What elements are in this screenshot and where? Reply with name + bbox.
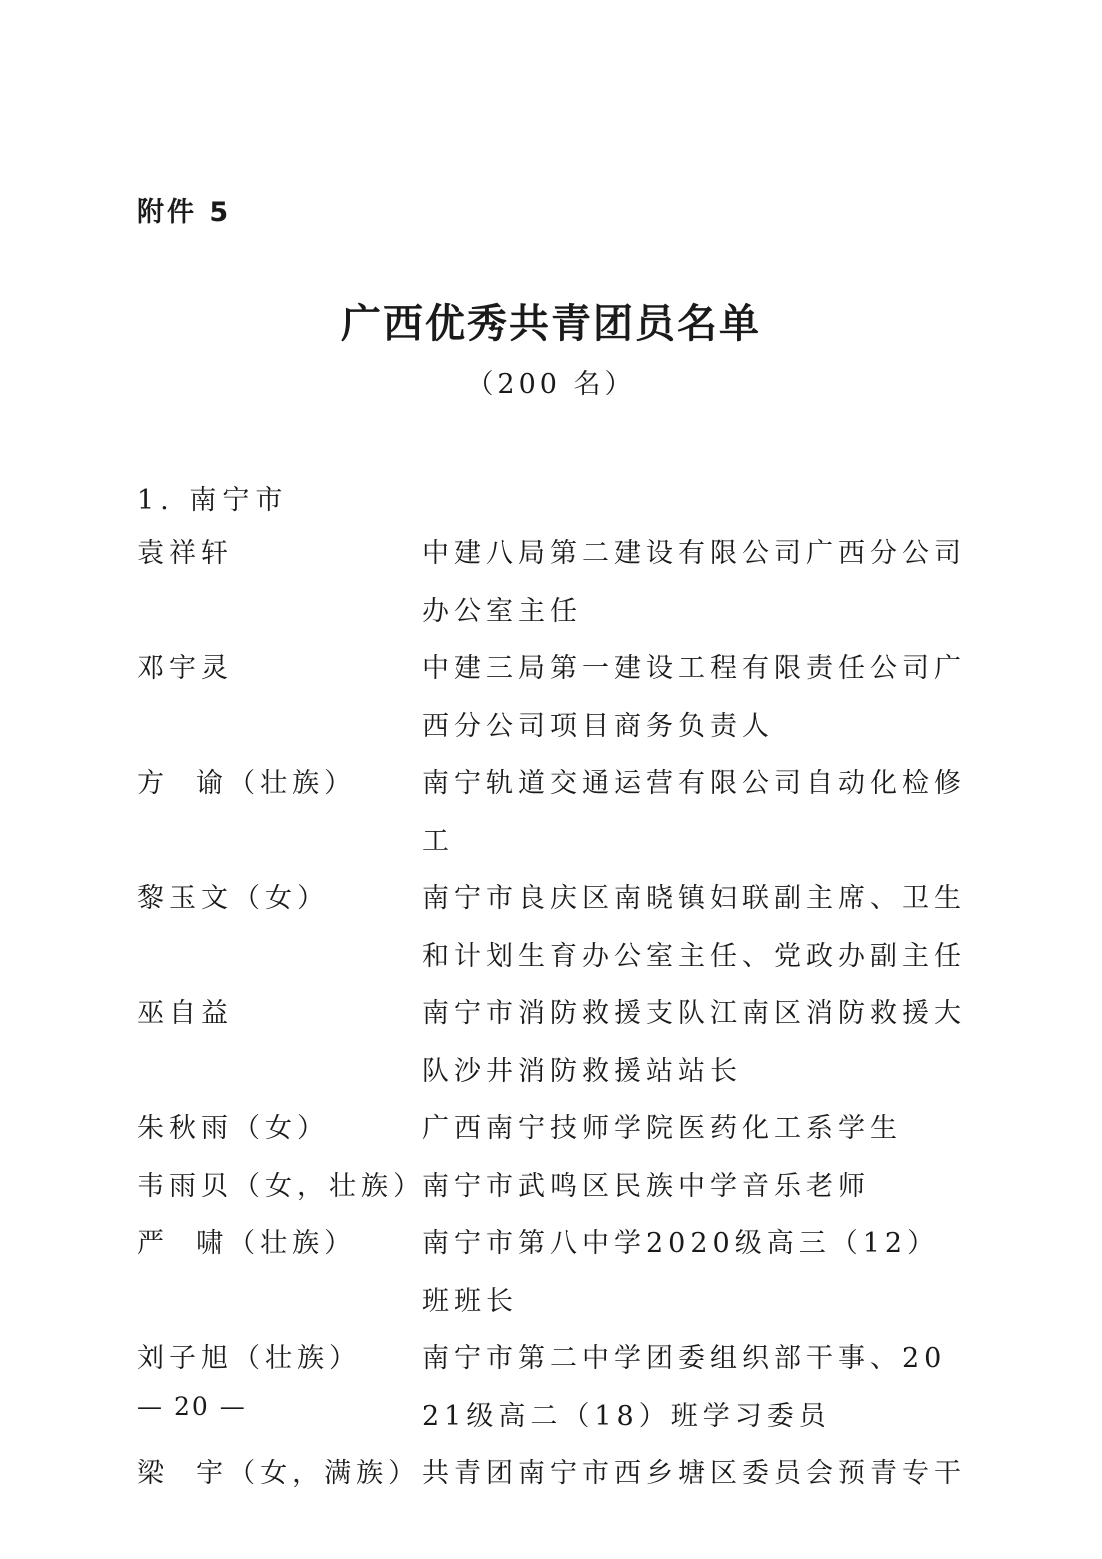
member-name: 袁祥轩 xyxy=(137,538,233,569)
member-role: 南宁市第八中学2020级高三（12）班班长 xyxy=(422,1228,940,1317)
list-item xyxy=(137,755,977,870)
list-item xyxy=(137,525,977,640)
member-name: 黎玉文（女） xyxy=(137,883,329,914)
member-role: 中建八局第二建设有限公司广西分公司办公室主任 xyxy=(422,538,966,627)
list-item xyxy=(137,1330,977,1445)
page-number: — 20 — xyxy=(137,1392,247,1421)
member-role: 南宁市第二中学团委组织部干事、2021级高二（18）班学习委员 xyxy=(422,1343,947,1432)
list-item xyxy=(137,1158,977,1216)
member-name: 韦雨贝（女，壮族） xyxy=(137,1170,425,1202)
list-item xyxy=(137,1215,977,1330)
member-name: 梁 宇（女，满族） xyxy=(137,1458,421,1489)
list-item xyxy=(137,1100,977,1158)
member-name: 严 啸（壮族） xyxy=(137,1228,357,1259)
member-name: 巫自益 xyxy=(137,998,233,1029)
attachment-label: 附件 5 xyxy=(137,197,232,228)
member-role: 南宁市良庆区南晓镇妇联副主席、卫生和计划生育办公室主任、党政办副主任 xyxy=(422,883,966,972)
member-role: 广西南宁技师学院医药化工系学生 xyxy=(422,1113,902,1144)
list-item xyxy=(137,1445,977,1503)
list-item xyxy=(137,985,977,1100)
member-role: 南宁市消防救援支队江南区消防救援大队沙井消防救援站站长 xyxy=(422,998,966,1087)
member-role: 南宁轨道交通运营有限公司自动化检修工 xyxy=(422,768,966,857)
member-name: 朱秋雨（女） xyxy=(137,1113,329,1144)
member-role: 南宁市武鸣区民族中学音乐老师 xyxy=(422,1170,870,1202)
member-name: 方 谕（壮族） xyxy=(137,768,357,799)
member-name: 邓宇灵 xyxy=(137,653,233,684)
member-role: 中建三局第一建设工程有限责任公司广西分公司项目商务负责人 xyxy=(422,653,966,742)
list-item xyxy=(137,870,977,985)
member-role: 共青团南宁市西乡塘区委员会预青专干 xyxy=(422,1458,966,1489)
list-item xyxy=(137,640,977,755)
member-list xyxy=(137,525,977,1503)
document-title: 广西优秀共青团员名单 xyxy=(341,300,761,347)
document-subtitle: （200 名） xyxy=(466,369,636,400)
member-name: 刘子旭（壮族） xyxy=(137,1343,361,1374)
section-heading: 1. 南宁市 xyxy=(137,485,289,516)
